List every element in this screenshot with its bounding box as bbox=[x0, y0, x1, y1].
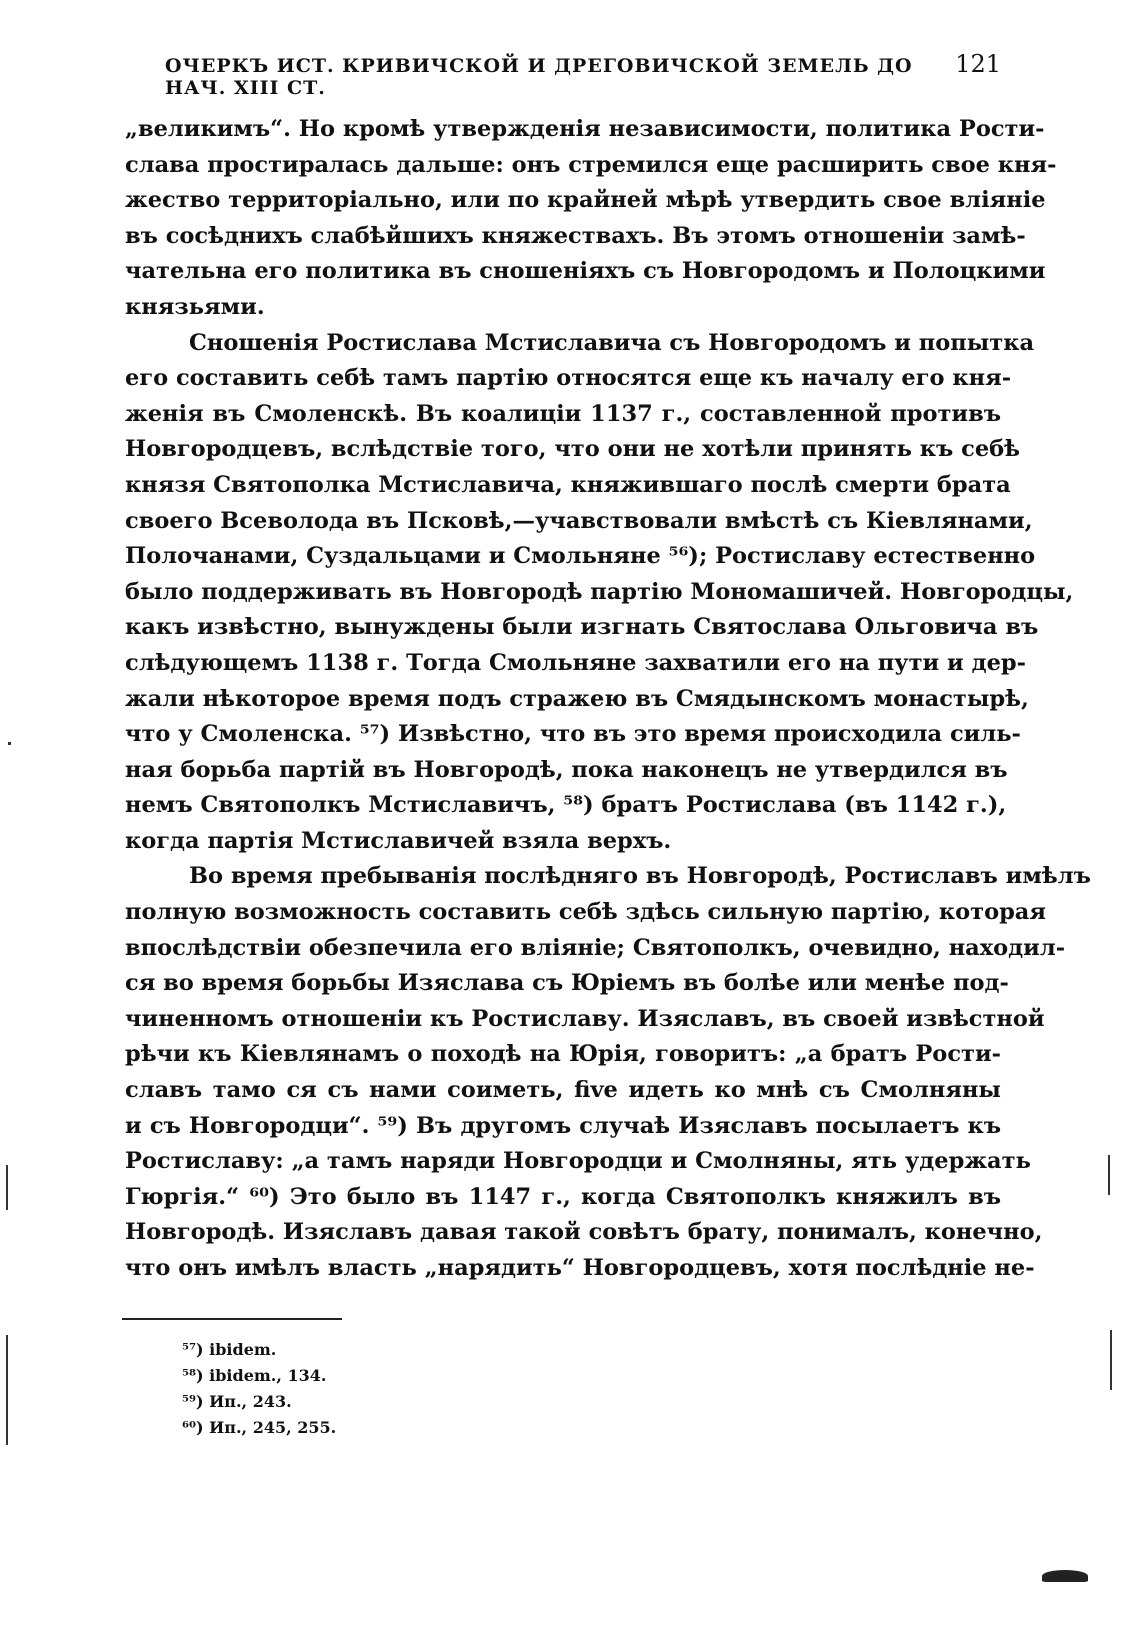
text-line: „великимъ“. Но кромѣ утвержденія независимости, политика Рости- bbox=[125, 116, 1045, 142]
text-line: славъ тамо ся съ нами соиметь, five идеть ко мнѣ съ Смолняны bbox=[125, 1077, 1001, 1104]
text-line: Во время пребыванія послѣдняго въ Новгородѣ, Ростиславъ имѣлъ bbox=[189, 863, 1091, 890]
text-line: слава простиралась дальше: онъ стремился еще расширить свое кня- bbox=[125, 151, 1057, 178]
footnote-57: ⁵⁷) ibidem. bbox=[182, 1340, 277, 1359]
text-line: рѣчи къ Кіевлянамъ о походѣ на Юрія, говоритъ: „а братъ Рости- bbox=[125, 1041, 1001, 1068]
text-line: Полочанами, Суздальцами и Смольняне ⁵⁶); Ростиславу естественно bbox=[125, 543, 1036, 570]
text-line: полную возможность составить себѣ здѣсь сильную партію, которая bbox=[125, 899, 1047, 926]
text-line: Новгородцевъ, вслѣдствіе того, что они не хотѣли принять къ себѣ bbox=[125, 436, 1020, 463]
scan-mark bbox=[1110, 1330, 1112, 1390]
text-line: Ростиславу: „а тамъ наряди Новгородци и Смолняны, ять удержать bbox=[125, 1148, 1031, 1175]
text-line: слѣдующемъ 1138 г. Тогда Смольняне захватили его на пути и дер- bbox=[125, 649, 1026, 676]
footnote-60: ⁶⁰) Ип., 245, 255. bbox=[182, 1418, 337, 1437]
page-number: 121 bbox=[955, 50, 1001, 78]
body-text bbox=[125, 112, 1091, 1287]
scan-mark bbox=[6, 1165, 8, 1210]
text-line: чиненномъ отношеніи къ Ростиславу. Изяславъ, въ своей извѣстной bbox=[125, 1005, 1045, 1032]
text-line: своего Всеволода въ Псковѣ,—учавствовали вмѣстѣ съ Кіевлянами, bbox=[125, 507, 1033, 534]
text-line: князьями. bbox=[125, 293, 265, 320]
footnote-59: ⁵⁹) Ип., 243. bbox=[182, 1392, 292, 1411]
text-line: и съ Новгородци“. ⁵⁹) Въ другомъ случаѣ Изяславъ посылаетъ къ bbox=[125, 1112, 1001, 1139]
text-line: ная борьба партій въ Новгородѣ, пока наконецъ не утвердился въ bbox=[125, 756, 1008, 783]
text-line: жество территоріально, или по крайней мѣрѣ утвердить свое вліяніе bbox=[125, 187, 1046, 214]
running-header bbox=[165, 50, 1001, 99]
text-line: когда партія Мстиславичей взяла верхъ. bbox=[125, 827, 672, 854]
text-line: чательна его политика въ сношеніяхъ съ Новгородомъ и Полоцкими bbox=[125, 258, 1046, 285]
text-line: Гюргія.“ ⁶⁰) Это было въ 1147 г., когда Святополкъ княжилъ въ bbox=[125, 1183, 1001, 1210]
footnotes bbox=[182, 1337, 336, 1441]
text-line: ся во время борьбы Изяслава съ Юріемъ въ болѣе или менѣе под- bbox=[125, 970, 1009, 997]
text-line: князя Святополка Мстиславича, княжившаго послѣ смерти брата bbox=[125, 471, 1011, 498]
running-title: ОЧЕРКЪ ИСТ. КРИВИЧСКОЙ И ДРЕГОВИЧСКОЙ ЗЕМЕЛЬ ДО НАЧ. XIII СТ. bbox=[165, 55, 913, 99]
text-line: Сношенія Ростислава Мстиславича съ Новгородомъ и попытка bbox=[189, 329, 1035, 356]
footnote-separator bbox=[122, 1318, 342, 1320]
text-line: женія въ Смоленскѣ. Въ коалиціи 1137 г., составленной противъ bbox=[125, 400, 1001, 427]
text-line: было поддерживать въ Новгородѣ партію Мономашичей. Новгородцы, bbox=[125, 578, 1074, 605]
scan-mark bbox=[1108, 1155, 1110, 1195]
text-line: что у Смоленска. ⁵⁷) Извѣстно, что въ это время происходила силь- bbox=[125, 721, 1021, 748]
text-line: что онъ имѣлъ власть „нарядить“ Новгородцевъ, хотя послѣдніе не- bbox=[125, 1255, 1035, 1281]
text-line: немъ Святополкъ Мстиславичъ, ⁵⁸) братъ Ростислава (въ 1142 г.), bbox=[125, 792, 1007, 819]
text-line: жали нѣкоторое время подъ стражею въ Смядынскомъ монастырѣ, bbox=[125, 685, 1029, 712]
text-line: впослѣдствіи обезпечила его вліяніе; Святополкъ, очевидно, находил- bbox=[125, 934, 1066, 961]
footnote-58: ⁵⁸) ibidem., 134. bbox=[182, 1366, 327, 1385]
text-line: въ сосѣднихъ слабѣйшихъ княжествахъ. Въ этомъ отношеніи замѣ- bbox=[125, 222, 1026, 249]
text-line: Новгородѣ. Изяславъ давая такой совѣтъ брату, понималъ, конечно, bbox=[125, 1219, 1043, 1246]
scan-mark bbox=[8, 742, 11, 745]
scan-blot bbox=[1042, 1570, 1088, 1582]
text-line: какъ извѣстно, вынуждены были изгнать Святослава Ольговича въ bbox=[125, 614, 1039, 641]
scan-mark bbox=[6, 1335, 8, 1445]
text-line: его составить себѣ тамъ партію относятся еще къ началу его кня- bbox=[125, 365, 1012, 392]
